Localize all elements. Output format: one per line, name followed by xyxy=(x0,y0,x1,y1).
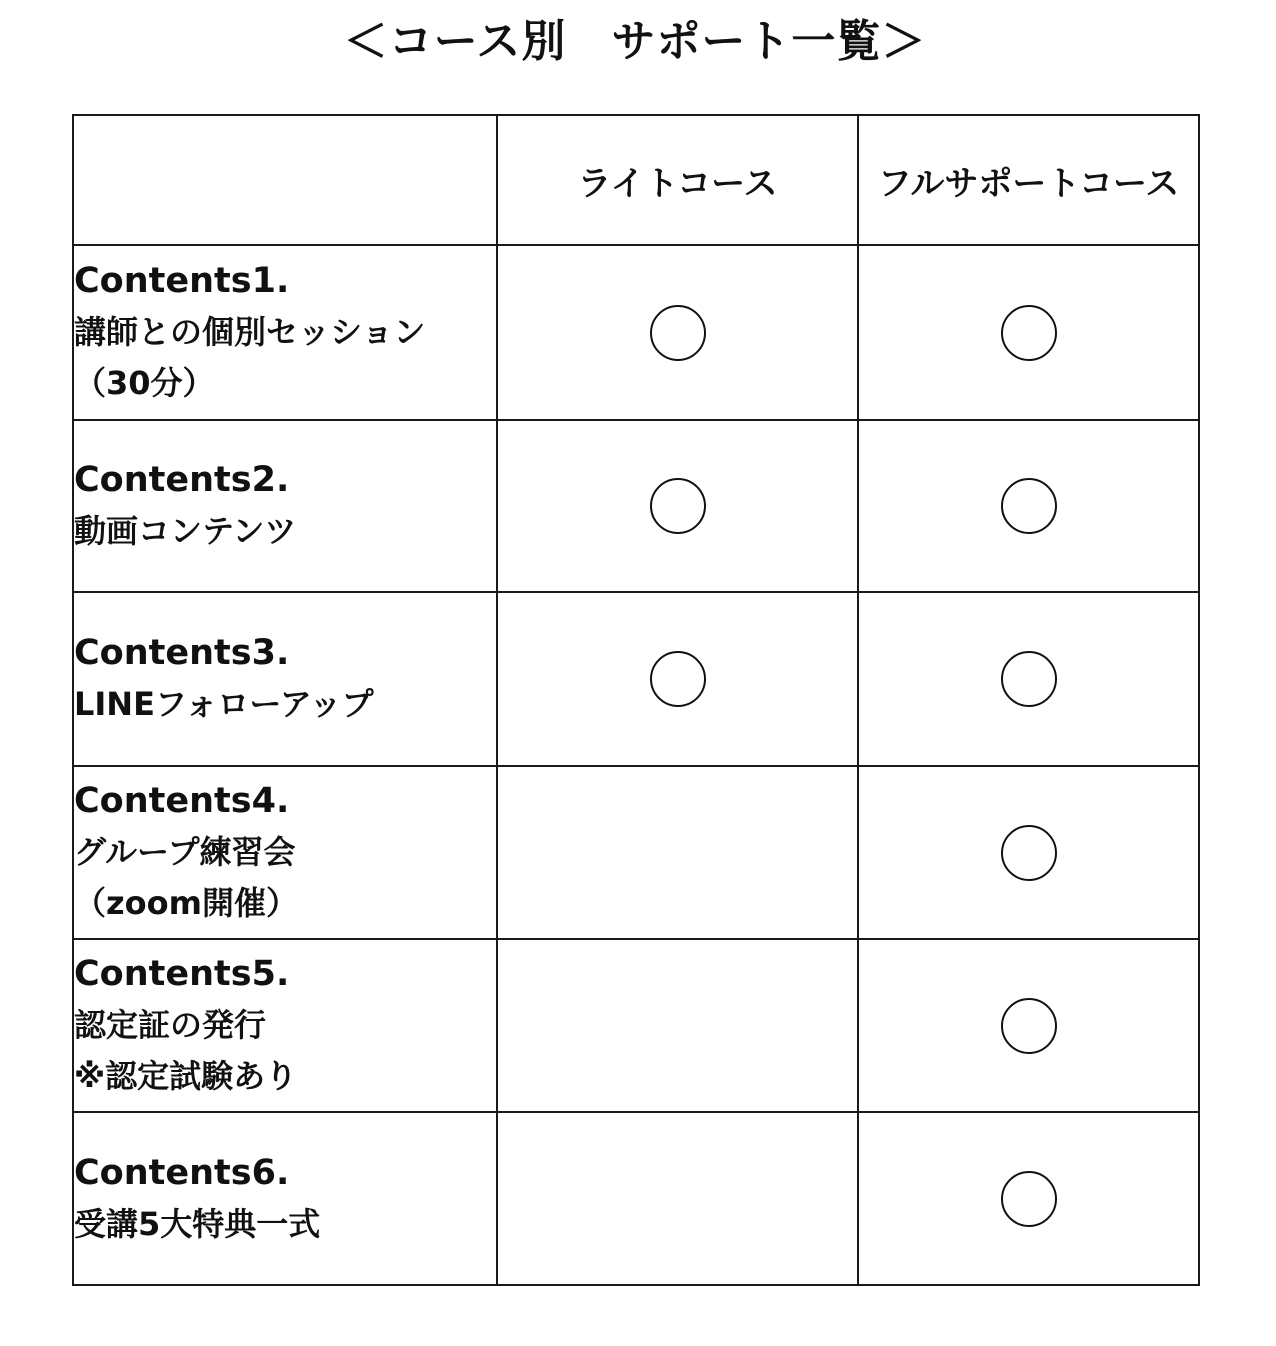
row-label-jp: グループ練習会 （zoom開催） xyxy=(74,833,298,922)
row-label-en: Contents6. xyxy=(74,1152,290,1193)
row-label-cell xyxy=(73,1112,497,1285)
row-label-en: Contents3. xyxy=(74,633,290,673)
course-support-table xyxy=(72,114,1200,1286)
page-title: ＜コース別 サポート一覧＞ xyxy=(343,16,927,67)
circle-mark-icon xyxy=(1001,305,1057,361)
light-course-cell xyxy=(497,592,858,766)
table-row xyxy=(73,939,1199,1112)
table-row xyxy=(73,766,1199,939)
full-course-cell xyxy=(858,766,1199,939)
row-label-cell xyxy=(73,245,497,420)
row-label-en: Contents2. xyxy=(74,460,290,500)
circle-mark-icon xyxy=(650,651,706,707)
header-corner-cell xyxy=(73,115,497,245)
row-label-jp: 受講5大特典一式 xyxy=(74,1204,321,1243)
row-label-cell xyxy=(73,939,497,1112)
full-course-cell xyxy=(858,1112,1199,1285)
full-course-cell xyxy=(858,420,1199,592)
row-label-en: Contents4. xyxy=(74,781,290,821)
row-label-en: Contents5. xyxy=(74,954,290,994)
light-course-cell xyxy=(497,1112,858,1285)
circle-mark-icon xyxy=(1001,478,1057,534)
row-label-jp: 認定証の発行 ※認定試験あり xyxy=(74,1006,298,1095)
row-label-en: Contents1. xyxy=(74,261,290,301)
header-full-support-course: フルサポートコース xyxy=(858,115,1199,245)
row-label-cell xyxy=(73,766,497,939)
row-label-jp: 講師との個別セッション （30分） xyxy=(74,313,426,402)
light-course-cell xyxy=(497,939,858,1112)
circle-mark-icon xyxy=(1001,998,1057,1054)
row-label-cell xyxy=(73,592,497,766)
circle-mark-icon xyxy=(650,305,706,361)
circle-mark-icon xyxy=(1001,1171,1057,1227)
table-row xyxy=(73,245,1199,420)
table-row xyxy=(73,420,1199,592)
table-row xyxy=(73,592,1199,766)
row-label-cell xyxy=(73,420,497,592)
full-course-cell xyxy=(858,592,1199,766)
row-label-jp: 動画コンテンツ xyxy=(74,512,297,550)
light-course-cell xyxy=(497,245,858,420)
table-row xyxy=(73,1112,1199,1285)
circle-mark-icon xyxy=(1001,651,1057,707)
header-light-course: ライトコース xyxy=(497,115,858,245)
light-course-cell xyxy=(497,766,858,939)
circle-mark-icon xyxy=(650,478,706,534)
full-course-cell xyxy=(858,939,1199,1112)
light-course-cell xyxy=(497,420,858,592)
circle-mark-icon xyxy=(1001,825,1057,881)
row-label-jp: LINEフォローアップ xyxy=(74,685,374,723)
full-course-cell xyxy=(858,245,1199,420)
table-header-row xyxy=(73,115,1199,245)
